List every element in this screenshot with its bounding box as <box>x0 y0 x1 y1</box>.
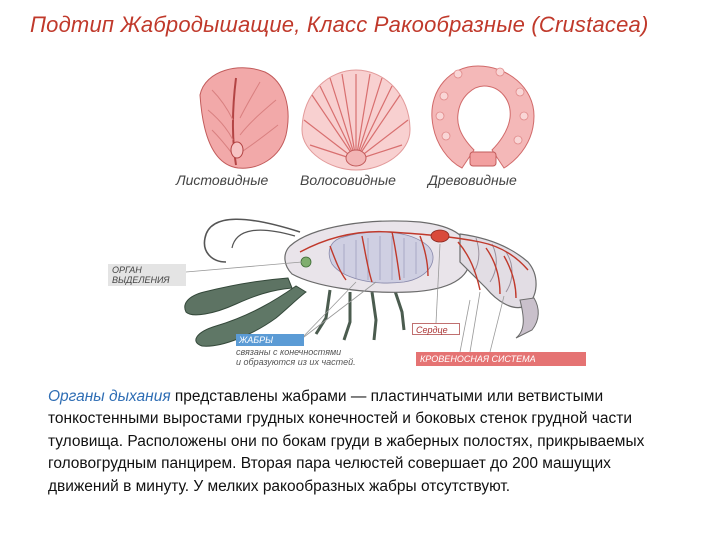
gills-description-line2: и образуются из их частей. <box>236 357 356 367</box>
tree-gill-label: Древовидные <box>428 172 517 188</box>
heart-label: Сердце <box>412 323 460 335</box>
circulatory-system-label: КРОВЕНОСНАЯ СИСТЕМА <box>416 352 586 366</box>
excretory-organ-label-line1: ОРГАН <box>112 265 142 275</box>
excretory-organ-label-line2: ВЫДЕЛЕНИЯ <box>112 275 170 285</box>
leaf-gill-label: Листовидные <box>176 172 269 188</box>
respiratory-description <box>48 386 674 498</box>
gills-description <box>236 347 356 367</box>
hair-gill-label: Волосовидные <box>300 172 396 188</box>
leaf-gill-image <box>200 68 288 168</box>
page-title: Подтип Жабродышащие, Класс Ракообразные (Crustacea) <box>30 12 649 37</box>
hair-gill-image <box>302 70 410 170</box>
respiratory-lead: Органы дыхания <box>48 388 171 405</box>
gills-label: ЖАБРЫ <box>236 334 304 346</box>
crayfish-diagram <box>185 219 538 352</box>
tree-gill-image <box>432 66 534 168</box>
excretory-organ-label <box>108 264 186 286</box>
respiratory-text: представлены жабрами — пластинчатыми или ветвистыми тонкостенными выростами грудных конечностей и боковых стенок грудной части туловища. Расположены они по бокам груди в жаберных полостях, прикрываемых головогрудным панцирем. Вторая пара челюстей совершает до 200 машущих движений в минуту. У мелких ракообразных жабры отсутствуют. <box>48 388 645 495</box>
gills-description-line1: связаны с конечностями <box>236 347 342 357</box>
